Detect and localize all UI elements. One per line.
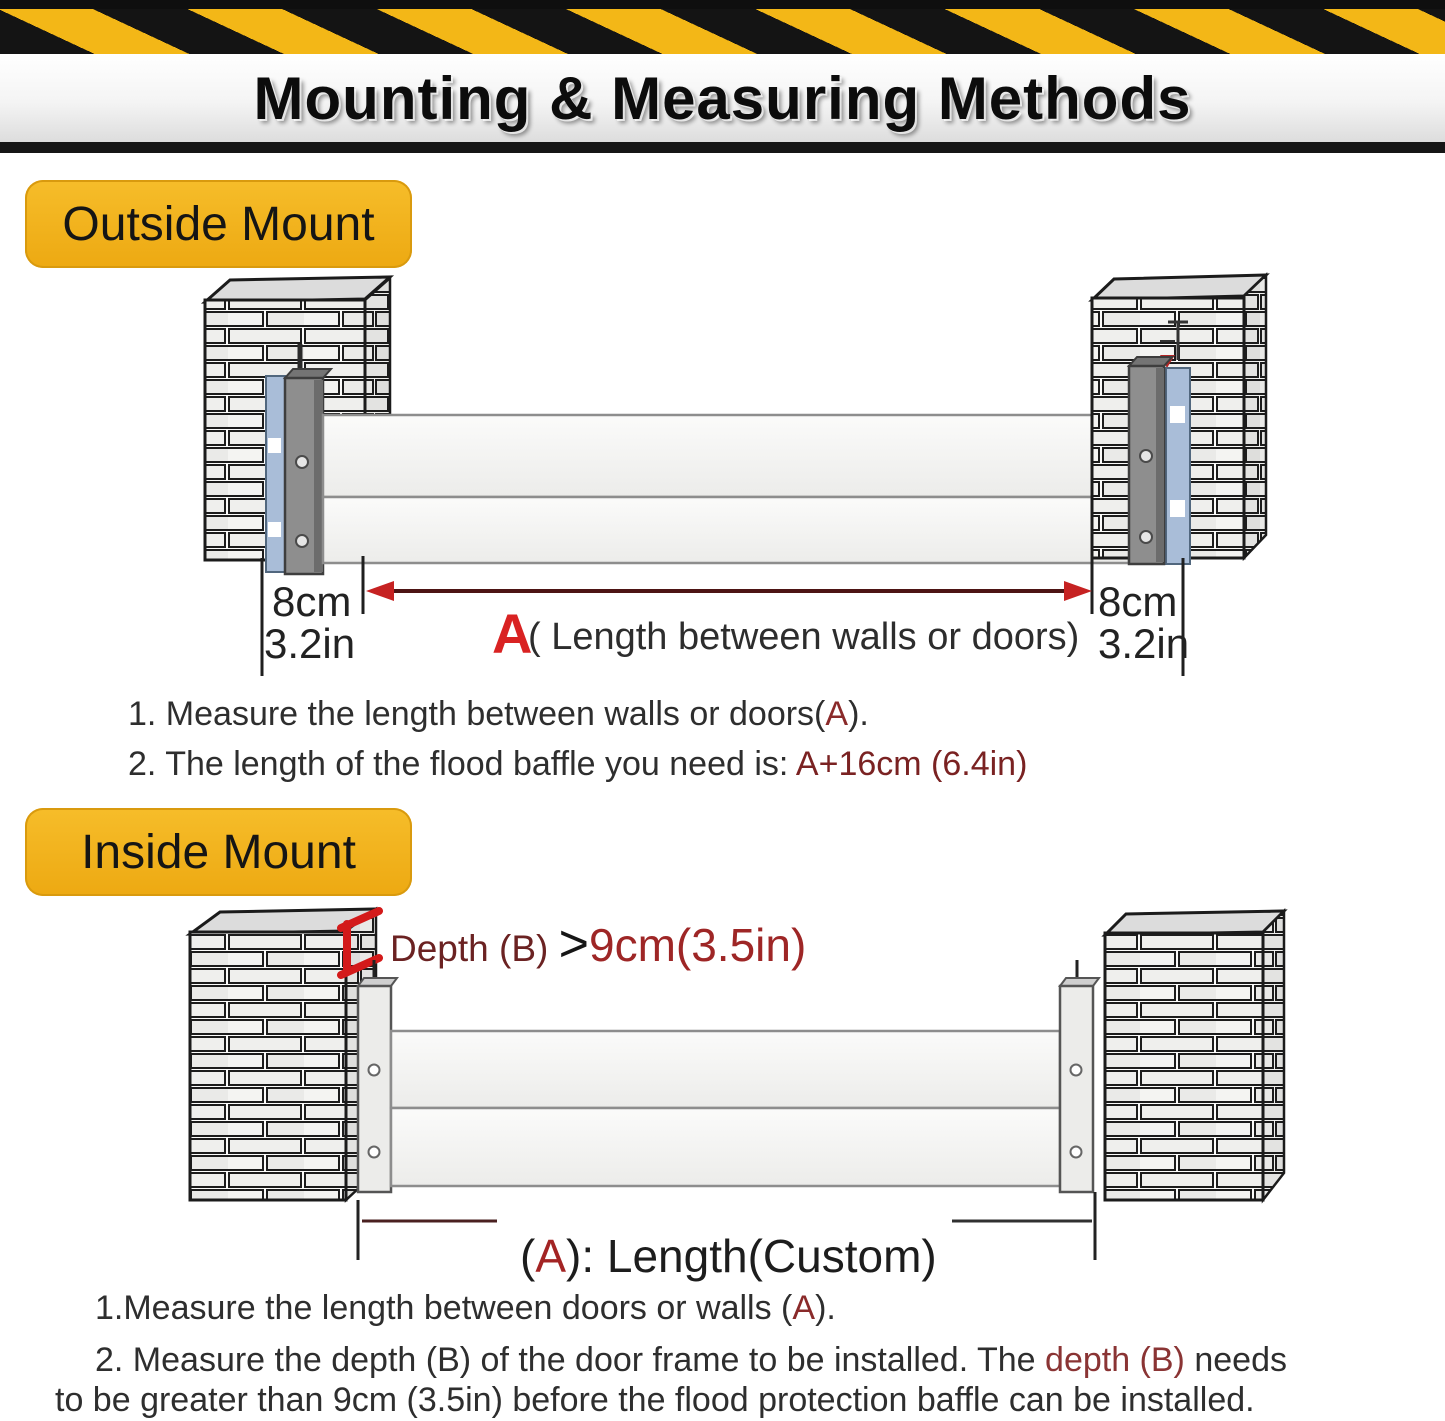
right-gap-cm-label: 8cm [1098, 578, 1178, 625]
inside-step-2-line-2 [55, 1380, 1255, 1421]
outside-mount-badge [25, 180, 412, 268]
inside-step-2-needs: needs [1184, 1341, 1287, 1379]
outside-mount-diagram [0, 260, 1445, 680]
depth-greater-than: > [558, 915, 589, 973]
inside-step-1 [95, 1288, 836, 1329]
inside-step-1-end: ). [815, 1289, 836, 1327]
outside-step-1-end: ). [848, 695, 869, 733]
outside-step-1-a: A [825, 695, 849, 733]
inside-step-2-line-1 [95, 1340, 1287, 1381]
inside-mount-badge-label: Inside Mount [81, 825, 356, 879]
depth-value: 9cm(3.5in) [589, 919, 807, 971]
inside-step-1-text: 1.Measure the length between doors or walls ( [95, 1289, 793, 1327]
outside-step-1 [128, 694, 869, 735]
flood-barrier-panels [323, 415, 1129, 563]
banner-top-bar [0, 0, 1445, 9]
outside-step-2-formula: A+16cm (6.4in) [795, 745, 1028, 783]
inside-step-2-text: 2. Measure the depth (B) of the door frame to be installed. The [95, 1341, 1046, 1379]
seal-strip-right [1166, 368, 1190, 564]
length-a-description: ( Length between walls or doors) [528, 616, 1080, 658]
custom-length-open: ( [520, 1230, 536, 1282]
left-gap-in-label: 3.2in [264, 620, 356, 667]
seal-strip-left [266, 376, 285, 572]
inside-step-2-depth: depth (B) [1045, 1341, 1185, 1379]
right-gap-in-label: 3.2in [1098, 620, 1190, 667]
title-band [0, 54, 1445, 142]
outside-step-2 [128, 744, 1027, 785]
depth-label [390, 915, 806, 973]
depth-label-text: Depth (B) [390, 928, 559, 969]
inside-step-1-a: A [792, 1289, 816, 1327]
mounting-channel-right [1060, 978, 1099, 1192]
page-title: Mounting & Measuring Methods [253, 64, 1192, 132]
inside-mount-diagram [0, 900, 1445, 1290]
outside-step-1-text: 1. Measure the length between walls or doors( [128, 695, 826, 733]
brick-wall-right [1105, 911, 1284, 1200]
outside-mount-badge-label: Outside Mount [62, 197, 375, 251]
inside-step-2-continued: to be greater than 9cm (3.5in) before the flood protection baffle can be installed. [55, 1381, 1255, 1419]
length-arrow [366, 581, 1092, 601]
flood-barrier-panels [391, 1031, 1060, 1186]
left-gap-cm-label: 8cm [272, 578, 352, 625]
inside-mount-badge [25, 808, 412, 896]
title-underline-bar [0, 142, 1445, 153]
custom-length-label [520, 1230, 937, 1282]
custom-length-rest: ): Length(Custom) [566, 1230, 937, 1282]
custom-length-a: A [535, 1230, 567, 1282]
outside-step-2-text: 2. The length of the flood baffle you need is: [128, 745, 796, 783]
length-a-letter: A [492, 602, 533, 665]
